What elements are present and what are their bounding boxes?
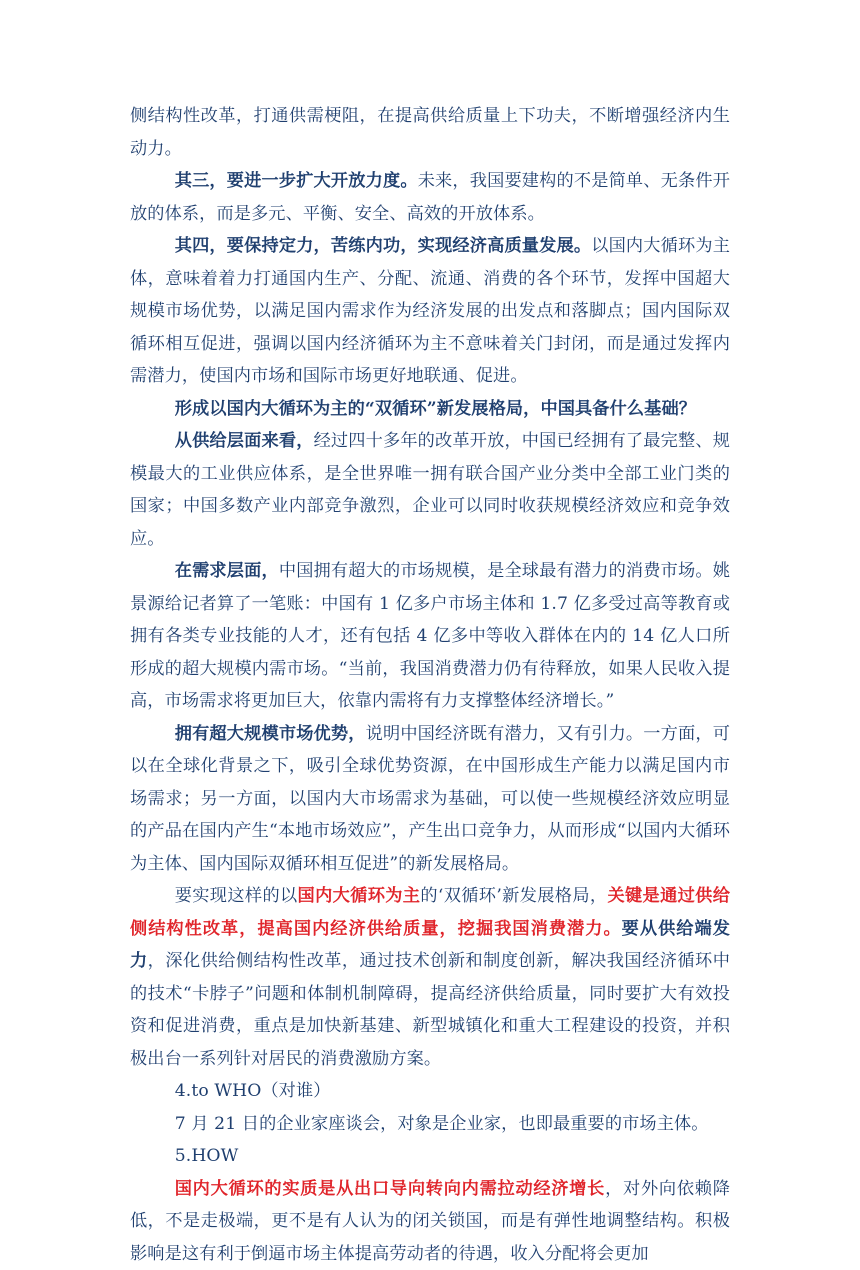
paragraph-how: [130, 1173, 730, 1270]
dual-circulation-text-c: ，深化供给侧结构性改革，通过技术创新和制度创新，解决我国经济循环中的技术“卡脖子”问题和体制机制障碍，提高经济供给质量，同时要扩大有效投资和促进消费，重点是加快新基建、新型城镇化和重大工程建设的投资，并积极出台一系列针对居民的消费激励方案。: [130, 951, 730, 1069]
dual-circulation-highlight-1: 国内大循环为主: [298, 886, 421, 906]
section-heading-foundation: [130, 393, 730, 426]
paragraph-3: [130, 230, 730, 393]
document-body: [130, 100, 730, 1270]
section-heading-who-text: 4.to WHO（对谁）: [175, 1081, 331, 1101]
paragraph-3-lead: 其四，要保持定力，苦练内功，实现经济高质量发展。: [175, 236, 592, 256]
section-heading-who: [130, 1075, 730, 1108]
paragraph-supply: [130, 425, 730, 555]
paragraph-how-highlight: 国内大循环的实质是从出口导向转向内需拉动经济增长: [175, 1179, 605, 1199]
dual-circulation-text-b: 的‘双循环’新发展格局，: [420, 886, 607, 906]
paragraph-market-advantage-text: 说明中国经济既有潜力，又有引力。一方面，可以在全球化背景之下，吸引全球优势资源，在中国形成生产能力以满足国内市场需求；另一方面，以国内大市场需求为基础，可以使一些规模经济效应明显的产品在国内产生“本地市场效应”，产生出口竞争力，从而形成“以国内大循环为主体、国内国际双循环相互促进”的新发展格局。: [130, 724, 730, 874]
paragraph-2-lead: 其三，要进一步扩大开放力度。: [175, 171, 418, 191]
paragraph-dual-circulation: [130, 880, 730, 1075]
paragraph-market-advantage: [130, 718, 730, 881]
paragraph-demand-lead: 在需求层面，: [175, 561, 279, 581]
paragraph-1-text: 侧结构性改革，打通供需梗阻，在提高供给质量上下功夫，不断增强经济内生动力。: [130, 106, 730, 159]
section-heading-how: [130, 1140, 730, 1173]
paragraph-who-text: 7 月 21 日的企业家座谈会，对象是企业家，也即最重要的市场主体。: [175, 1114, 709, 1134]
paragraph-demand-text: 中国拥有超大的市场规模，是全球最有潜力的消费市场。姚景源给记者算了一笔账：中国有 1 亿多户市场主体和 1.7 亿多受过高等教育或拥有各类专业技能的人才，还有包括 4 亿多中等收入群体在内的 14 亿人口所形成的超大规模内需市场。“当前，我国消费潜力仍有待释放，如果人民收入提高，市场需求将更加巨大，依靠内需将有力支撑整体经济增长。”: [130, 561, 730, 711]
dual-circulation-highlight-2: 关键是通过供给侧结构性改革，提高国内经济供给质量，挖掘我国消费潜力。: [130, 886, 730, 939]
dual-circulation-bold: 要从供给端发力: [130, 919, 730, 972]
section-heading-how-text: 5.HOW: [175, 1146, 239, 1166]
paragraph-market-advantage-lead: 拥有超大规模市场优势，: [175, 724, 366, 744]
paragraph-who: [130, 1108, 730, 1141]
paragraph-how-text: ，对外向依赖降低，不是走极端，更不是有人认为的闭关锁国，而是有弹性地调整结构。积极影响是这有利于倒逼市场主体提高劳动者的待遇，收入分配将会更加: [130, 1179, 730, 1264]
paragraph-1: [130, 100, 730, 165]
paragraph-2: [130, 165, 730, 230]
paragraph-supply-lead: 从供给层面来看，: [175, 431, 314, 451]
section-heading-foundation-text: 形成以国内大循环为主的“双循环”新发展格局，中国具备什么基础？: [175, 399, 696, 419]
paragraph-demand: [130, 555, 730, 718]
paragraph-supply-text: 经过四十多年的改革开放，中国已经拥有了最完整、规模最大的工业供应体系，是全世界唯一拥有联合国产业分类中全部工业门类的国家；中国多数产业内部竞争激烈，企业可以同时收获规模经济效应和竞争效应。: [130, 431, 730, 549]
paragraph-2-text: 未来，我国要建构的不是简单、无条件开放的体系，而是多元、平衡、安全、高效的开放体系。: [130, 171, 730, 224]
paragraph-3-text: 以国内大循环为主体，意味着着力打通国内生产、分配、流通、消费的各个环节，发挥中国超大规模市场优势，以满足国内需求作为经济发展的出发点和落脚点；国内国际双循环相互促进，强调以国内经济循环为主不意味着关门封闭，而是通过发挥内需潜力，使国内市场和国际市场更好地联通、促进。: [130, 236, 730, 386]
dual-circulation-text-a: 要实现这样的以: [175, 886, 298, 906]
